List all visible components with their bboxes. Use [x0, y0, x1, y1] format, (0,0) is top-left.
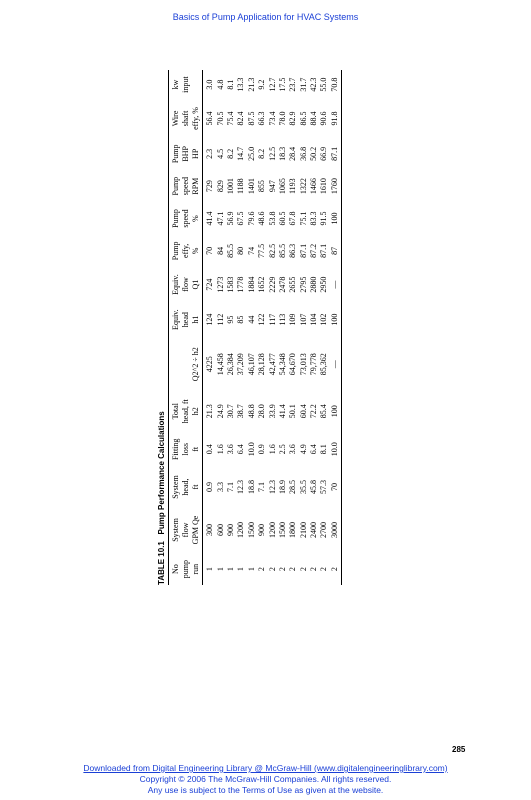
- table-cell: 85.5: [277, 243, 287, 258]
- column-header: speed: [181, 209, 190, 228]
- table-cell: 88.4: [309, 111, 319, 126]
- table-cell: 25.0: [246, 146, 256, 161]
- footer-line-3: Any use is subject to the Terms of Use as given at the website.: [147, 785, 384, 795]
- table-cell: 75.4: [225, 111, 235, 126]
- table-cell: 102: [319, 313, 329, 326]
- table-cell: 86.5: [298, 111, 308, 126]
- table-cell: 1884: [246, 276, 256, 293]
- table-cell: 2: [257, 567, 267, 572]
- table-cell: 3.0: [205, 79, 215, 90]
- table-cell: 1583: [225, 276, 235, 293]
- table-cell: 124: [205, 313, 215, 326]
- table-cell: 86.3: [288, 243, 298, 258]
- table-row: [319, 70, 329, 585]
- table-cell: 30.7: [225, 404, 235, 419]
- table-cell: 12.3: [267, 480, 277, 495]
- table-row: [299, 70, 309, 585]
- table-cell: 1322: [298, 178, 308, 195]
- table-cell: 21.3: [205, 404, 215, 419]
- table-cell: 112: [215, 313, 225, 326]
- footer-line-1[interactable]: Downloaded from Digital Engineering Library @ McGraw-Hill (www.digitalengineeringlibrary.com): [83, 763, 448, 773]
- table-cell: 85.4: [319, 404, 329, 419]
- table-cell: —: [330, 337, 342, 391]
- table-cell: 56.4: [205, 111, 215, 126]
- table-cell: —: [330, 267, 342, 302]
- table-row: [278, 70, 288, 585]
- table-cell: 38.7: [236, 404, 246, 419]
- table-row: [247, 70, 257, 585]
- table-cell: 8.2: [225, 148, 235, 159]
- column-header: speed: [181, 177, 190, 196]
- table-cell: 3.6: [225, 444, 235, 455]
- table-cell: 75.1: [298, 211, 308, 226]
- column-header: Pump: [169, 170, 182, 202]
- table-cell: 23.7: [288, 77, 298, 92]
- table-cell: 4225: [205, 356, 215, 373]
- table-cell: 2.3: [205, 148, 215, 159]
- table-cell: 36.8: [298, 146, 308, 161]
- table-title: Pump Performance Calculations: [157, 411, 166, 535]
- table-cell: 31.7: [298, 77, 308, 92]
- table-cell: 60.4: [298, 404, 308, 419]
- table-row: [226, 70, 236, 585]
- table-cell: 7.1: [225, 482, 235, 493]
- table-cell: 54,348: [277, 353, 287, 376]
- table-cell: 1500: [277, 521, 287, 538]
- table-cell: 24.9: [215, 404, 225, 419]
- column-header: pump: [181, 560, 190, 579]
- table-cell: 1.6: [215, 444, 225, 455]
- table-cell: 1466: [309, 178, 319, 195]
- table-cell: 85.5: [225, 243, 235, 258]
- table-cell: 79,778: [309, 353, 319, 376]
- table-cell: 600: [215, 523, 225, 536]
- column-header: shaft: [181, 110, 190, 127]
- footer-line-2: Copyright © 2006 The McGraw-Hill Companies. All rights reserved.: [139, 774, 392, 784]
- column-header: ft: [191, 467, 203, 506]
- table-cell: 2: [288, 567, 298, 572]
- table-cell: 73.4: [267, 111, 277, 126]
- table-cell: 2100: [298, 521, 308, 538]
- table-cell: 42.3: [309, 77, 319, 92]
- table-cell: 900: [257, 523, 267, 536]
- table-cell: 67.8: [288, 211, 298, 226]
- table-cell: 50.2: [309, 146, 319, 161]
- table-cell: 947: [267, 180, 277, 193]
- column-header: [181, 337, 191, 391]
- table-cell: 1: [215, 567, 225, 572]
- column-header: Equiv.: [169, 302, 182, 337]
- table-cell: 8.2: [257, 148, 267, 159]
- table-cell: 18.9: [277, 480, 287, 495]
- table-cell: 83.3: [309, 211, 319, 226]
- table-cell: 73,013: [298, 353, 308, 376]
- table-cell: 3.6: [288, 444, 298, 455]
- table-cell: 109: [288, 313, 298, 326]
- column-header: RPM: [191, 170, 203, 202]
- table-cell: 117: [267, 313, 277, 326]
- table-cell: 70: [205, 246, 215, 255]
- column-header: Pump: [169, 202, 182, 234]
- table-cell: 10.0: [330, 431, 342, 467]
- table-cell: 1401: [246, 178, 256, 195]
- table-cell: 724: [205, 278, 215, 291]
- table-cell: 56.9: [225, 211, 235, 226]
- table-cell: 1778: [236, 276, 246, 293]
- table-row: [288, 70, 298, 585]
- table-cell: 2478: [277, 276, 287, 293]
- table-cell: 46,107: [246, 353, 256, 376]
- table-cell: 53.8: [267, 211, 277, 226]
- table-row: [203, 70, 216, 585]
- table-cell: 82.4: [236, 111, 246, 126]
- table-cell: 21.3: [246, 77, 256, 92]
- table-cell: 42,477: [267, 353, 277, 376]
- table-cell: 729: [205, 180, 215, 193]
- table-cell: 9.2: [257, 79, 267, 90]
- table-cell: 4.9: [298, 444, 308, 455]
- table-cell: 82.5: [267, 243, 277, 258]
- column-header: run: [191, 553, 203, 585]
- table-cell: 1: [246, 567, 256, 572]
- table-cell: 35.5: [298, 480, 308, 495]
- table-cell: 45.8: [309, 480, 319, 495]
- table-cell: 1500: [246, 521, 256, 538]
- table-cell: 18.3: [277, 146, 287, 161]
- table-cell: 4.5: [215, 148, 225, 159]
- column-header: HP: [191, 138, 203, 170]
- column-header: h2: [191, 391, 203, 431]
- table-cell: 26,384: [225, 353, 235, 376]
- table-cell: 28.0: [257, 404, 267, 419]
- table-cell: 70.8: [330, 70, 342, 99]
- table-cell: 14,458: [215, 353, 225, 376]
- column-header: flow: [181, 522, 190, 538]
- table-cell: 2880: [309, 276, 319, 293]
- table-cell: 14.7: [236, 146, 246, 161]
- table-cell: 87.1: [298, 243, 308, 258]
- table-cell: 66.3: [257, 111, 267, 126]
- column-header: Wire: [169, 99, 182, 137]
- column-header: Fitting: [169, 431, 182, 467]
- column-header: h1: [191, 302, 203, 337]
- table-cell: 48.8: [246, 404, 256, 419]
- table-cell: 79.6: [246, 211, 256, 226]
- pump-performance-table: [168, 70, 342, 585]
- column-header: effy, %: [191, 99, 203, 137]
- table-cell: 87.2: [309, 243, 319, 258]
- table-cell: 7.1: [257, 482, 267, 493]
- table-cell: 57.3: [319, 480, 329, 495]
- table-cell: 0.9: [257, 444, 267, 455]
- table-cell: 41.4: [205, 211, 215, 226]
- table-row: [309, 70, 319, 585]
- table-row: [267, 70, 277, 585]
- table-cell: 6.4: [309, 444, 319, 455]
- table-cell: 67.5: [236, 211, 246, 226]
- table-cell: 1001: [225, 178, 235, 195]
- table-cell: 3.3: [215, 482, 225, 493]
- column-header: head,: [181, 478, 190, 496]
- table-cell: 12.3: [236, 480, 246, 495]
- table-cell: 78.0: [277, 111, 287, 126]
- table-cell: 13.3: [236, 77, 246, 92]
- column-header: [191, 70, 203, 99]
- table-cell: 82.9: [288, 111, 298, 126]
- table-cell: 87.5: [246, 111, 256, 126]
- table-cell: 1065: [277, 178, 287, 195]
- column-header: System: [169, 467, 182, 506]
- column-header: ft: [191, 431, 203, 467]
- column-header: head: [181, 312, 190, 328]
- column-header: No: [169, 553, 182, 585]
- table-cell: 74: [246, 246, 256, 255]
- table-cell: 122: [257, 313, 267, 326]
- table-row: [330, 70, 342, 585]
- table-cell: 0.9: [205, 482, 215, 493]
- table-cell: 1: [205, 567, 215, 572]
- table-cell: 28.4: [288, 146, 298, 161]
- table-cell: 91.5: [319, 211, 329, 226]
- table-cell: 95: [225, 315, 235, 324]
- column-header: %: [191, 202, 203, 234]
- table-cell: 87.1: [319, 243, 329, 258]
- table-cell: 50.1: [288, 404, 298, 419]
- table-cell: 48.6: [257, 211, 267, 226]
- table-cell: 70: [330, 467, 342, 506]
- table-cell: 1.6: [267, 444, 277, 455]
- table-cell: 2950: [319, 276, 329, 293]
- column-header: Equiv.: [169, 267, 182, 302]
- table-cell: 2: [319, 567, 329, 572]
- table-cell: 85,362: [319, 353, 329, 376]
- table-cell: 85: [236, 315, 246, 324]
- table-cell: 18.8: [246, 480, 256, 495]
- table-cell: 8.1: [225, 79, 235, 90]
- table-cell: 91.8: [330, 99, 342, 137]
- table-cell: 1200: [267, 521, 277, 538]
- table-cell: 70.5: [215, 111, 225, 126]
- column-header: Pump: [169, 235, 182, 267]
- table-cell: 87.1: [330, 138, 342, 170]
- table-cell: 2: [298, 567, 308, 572]
- table-cell: 37,209: [236, 353, 246, 376]
- table-cell: 0.4: [205, 444, 215, 455]
- table-cell: 2: [330, 553, 342, 585]
- table-cell: 84: [215, 246, 225, 255]
- table-cell: 1800: [288, 521, 298, 538]
- table-cell: 2.5: [277, 444, 287, 455]
- table-cell: 72.2: [309, 404, 319, 419]
- table-cell: 2795: [298, 276, 308, 293]
- table-cell: 1188: [236, 178, 246, 195]
- table-cell: 100: [330, 302, 342, 337]
- table-cell: 1652: [257, 276, 267, 293]
- table-cell: 1: [225, 567, 235, 572]
- table-cell: 87: [330, 235, 342, 267]
- table-cell: 3000: [330, 507, 342, 554]
- table-cell: 2655: [288, 276, 298, 293]
- table-cell: 10.0: [246, 442, 256, 457]
- table-cell: 1193: [288, 178, 298, 195]
- table-cell: 300: [205, 523, 215, 536]
- table-row: [257, 70, 267, 585]
- table-cell: 12.7: [267, 77, 277, 92]
- table-cell: 90.6: [319, 111, 329, 126]
- table-cell: 17.5: [277, 77, 287, 92]
- table-cell: 47.1: [215, 211, 225, 226]
- table-caption: [155, 70, 168, 585]
- table-cell: 66.9: [319, 146, 329, 161]
- running-header: Basics of Pump Application for HVAC Systems: [172, 12, 359, 22]
- table-cell: 100: [330, 391, 342, 431]
- table-cell: 44: [246, 315, 256, 324]
- table-cell: 41.4: [277, 404, 287, 419]
- table-cell: 8.1: [319, 444, 329, 455]
- column-header: GPM Qe: [191, 507, 203, 554]
- table-cell: 80: [236, 246, 246, 255]
- table-row: [236, 70, 246, 585]
- table-cell: 2: [267, 567, 277, 572]
- table-cell: 1273: [215, 276, 225, 293]
- table-cell: 1200: [236, 521, 246, 538]
- table-cell: 4.8: [215, 79, 225, 90]
- column-header: Total: [169, 391, 182, 431]
- table-cell: 2: [309, 567, 319, 572]
- column-header: [169, 337, 182, 391]
- table-cell: 33.9: [267, 404, 277, 419]
- table-cell: 12.5: [267, 146, 277, 161]
- table-cell: 104: [309, 313, 319, 326]
- column-header: input: [181, 76, 190, 93]
- rotated-table-block: [155, 70, 492, 585]
- table-cell: 2229: [267, 276, 277, 293]
- table-cell: 829: [215, 180, 225, 193]
- table-cell: 100: [330, 202, 342, 234]
- column-header: loss: [181, 443, 190, 456]
- column-header: head, ft: [181, 399, 190, 424]
- table-cell: 2: [277, 567, 287, 572]
- table-cell: 855: [257, 180, 267, 193]
- table-number: TABLE 10.1: [157, 541, 166, 585]
- table-cell: 77.5: [257, 243, 267, 258]
- table-cell: 1610: [319, 178, 329, 195]
- column-header: flow: [181, 277, 190, 292]
- table-cell: 1760: [330, 170, 342, 202]
- download-footer: [0, 763, 531, 796]
- column-header: Q2^2 ÷ h2: [191, 337, 203, 391]
- table-cell: 6.4: [236, 444, 246, 455]
- table-cell: 60.5: [277, 211, 287, 226]
- table-cell: 55.0: [319, 77, 329, 92]
- table-cell: 113: [277, 313, 287, 326]
- column-header: kw: [169, 70, 182, 99]
- table-cell: 1: [236, 567, 246, 572]
- column-header: BHP: [181, 146, 190, 162]
- column-header: Pump: [169, 138, 182, 170]
- table-cell: 64,670: [288, 353, 298, 376]
- table-cell: 28.5: [288, 480, 298, 495]
- table-cell: 107: [298, 313, 308, 326]
- column-header: System: [169, 507, 182, 554]
- column-header: Q1: [191, 267, 203, 302]
- table-cell: 900: [225, 523, 235, 536]
- table-cell: 2400: [309, 521, 319, 538]
- table-row: [215, 70, 225, 585]
- column-header: %: [191, 235, 203, 267]
- table-cell: 2700: [319, 521, 329, 538]
- column-header: effy,: [181, 243, 190, 258]
- table-cell: 28,128: [257, 353, 267, 376]
- page-number: 285: [452, 745, 466, 754]
